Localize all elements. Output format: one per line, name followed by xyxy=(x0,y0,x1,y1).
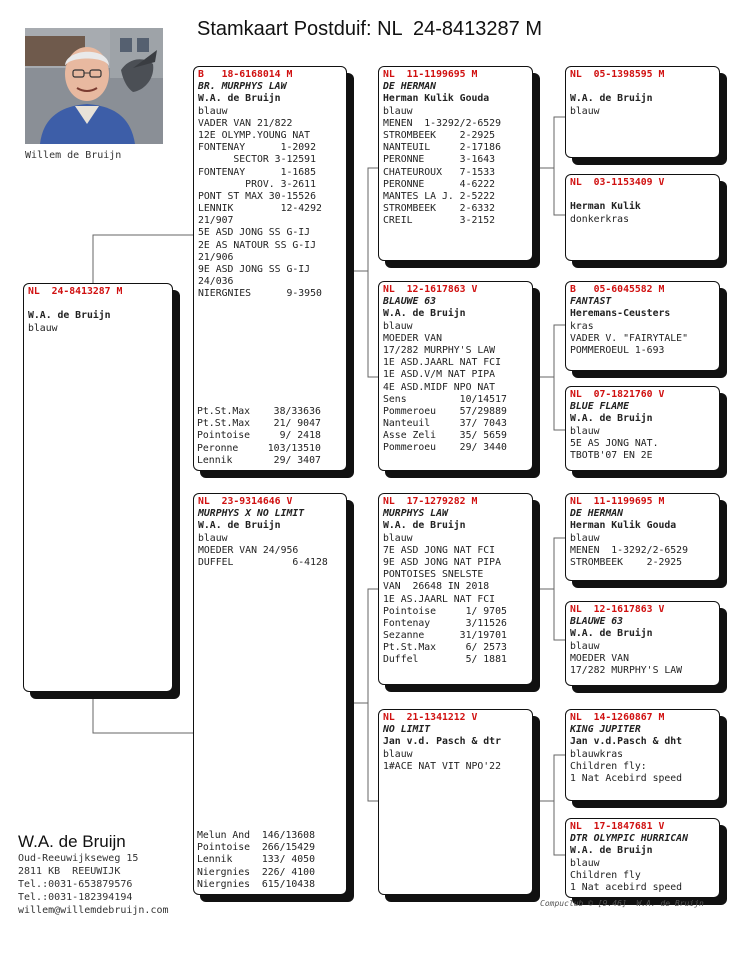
pigeon-name xyxy=(570,81,715,93)
ring-number: NL 11-1199695 M xyxy=(570,496,665,507)
result: Peronne 103/13510 xyxy=(197,442,321,454)
pigeon-name: FANTAST xyxy=(570,296,612,308)
owner: W.A. de Bruijn xyxy=(198,93,281,105)
owner: W.A. de Bruijn xyxy=(570,413,653,425)
note: blauwkras xyxy=(570,748,624,760)
note: blauw xyxy=(570,857,600,869)
note: 1E ASD.JAARL NAT FCI xyxy=(383,357,501,369)
owner: W.A. de Bruijn xyxy=(383,520,466,532)
note: VADER V. "FAIRYTALE" xyxy=(570,332,688,344)
note: 1E ASD.V/M NAT PIPA xyxy=(383,369,496,381)
note: blauw xyxy=(570,532,600,544)
result: Niergnies 615/10438 xyxy=(197,878,315,890)
note: 1 Nat Acebird speed xyxy=(570,772,683,784)
note: CHATEUROUX 7-1533 xyxy=(383,166,496,178)
note: MENEN 1-3292/2-6529 xyxy=(383,117,501,129)
note: 17/282 MURPHY'S LAW xyxy=(570,664,683,676)
breeder-phone: Tel.:0031-653879576 xyxy=(18,879,133,890)
ring-number: NL 23-9314646 V xyxy=(198,496,293,507)
pigeon-card-sire-sire[interactable] xyxy=(378,66,533,261)
owner: Jan v.d.Pasch & dht xyxy=(570,736,683,748)
note: Pt.St.Max 6/ 2573 xyxy=(383,642,507,654)
note: FONTENAY 1-2092 xyxy=(198,142,316,154)
pigeon-card-dd-sire[interactable] xyxy=(565,709,720,801)
ring-number: NL 14-1260867 M xyxy=(570,712,665,723)
note: blauw xyxy=(570,640,600,652)
pigeon-card-dam[interactable] xyxy=(193,493,347,895)
pigeon-name: BLAUWE 63 xyxy=(570,616,624,628)
note: blauw xyxy=(570,105,600,117)
breeder-photo xyxy=(25,28,163,144)
pigeon-name: DE HERMAN xyxy=(570,508,624,520)
ring-number: NL 17-1847681 V xyxy=(570,821,665,832)
ring-number: NL 12-1617863 V xyxy=(570,604,665,615)
note: Nanteuil 37/ 7043 xyxy=(383,418,507,430)
note: 17/282 MURPHY'S LAW xyxy=(383,344,496,356)
pigeon-card-sire[interactable] xyxy=(193,66,347,471)
note: Children fly: xyxy=(570,760,647,772)
ring-number: NL 03-1153409 V xyxy=(570,177,665,188)
breeder-phone: Tel.:0031-182394194 xyxy=(18,892,133,903)
color: blauw xyxy=(28,322,58,334)
result: Pt.St.Max 21/ 9047 xyxy=(197,418,321,430)
note: Pointoise 1/ 9705 xyxy=(383,605,507,617)
note: VADER VAN 21/822 xyxy=(198,117,293,129)
note: 21/907 xyxy=(198,215,234,227)
note: 5E AS JONG NAT. xyxy=(570,437,659,449)
note: LENNIK 12-4292 xyxy=(198,203,322,215)
pigeon-name: BLAUWE 63 xyxy=(383,296,437,308)
note: 9E ASD JONG SS G-IJ xyxy=(198,264,311,275)
result: Niergnies 226/ 4100 xyxy=(197,866,315,878)
note: Sezanne 31/19701 xyxy=(383,630,507,642)
owner: Jan v.d. Pasch & dtr xyxy=(383,736,501,748)
note: 12E OLYMP.YOUNG NAT xyxy=(198,129,311,141)
owner: Herman Kulik Gouda xyxy=(383,93,490,105)
note: 1E AS.JAARL NAT FCI xyxy=(383,593,496,605)
note: TBOTB'07 EN 2E xyxy=(570,449,653,461)
note: blauw xyxy=(198,105,228,117)
ring-number: NL 24-8413287 M xyxy=(28,286,123,297)
result: Pt.St.Max 38/33636 xyxy=(197,406,321,418)
ring-number: B 18-6168014 M xyxy=(198,69,293,80)
pigeon-card-ds-dam[interactable] xyxy=(565,601,720,686)
pigeon-card-sd-sire[interactable] xyxy=(565,281,720,371)
note: Duffel 5/ 1881 xyxy=(383,654,507,666)
results xyxy=(197,406,343,467)
note: DUFFEL 6-4128 xyxy=(198,556,328,568)
pigeon-card-dd-dam[interactable] xyxy=(565,818,720,898)
result: Pointoise 266/15429 xyxy=(197,842,315,854)
pigeon-card-sire-dam[interactable] xyxy=(378,281,533,471)
note: NIERGNIES 9-3950 xyxy=(198,288,322,300)
results xyxy=(197,830,343,891)
note: MOEDER VAN 24/956 xyxy=(198,544,299,556)
note: STROMBEEK 2-6332 xyxy=(383,203,496,215)
owner: W.A. de Bruijn xyxy=(570,845,653,857)
note: blauw xyxy=(198,532,228,544)
note: PONTOISES SNELSTE xyxy=(383,569,484,581)
owner: W.A. de Bruijn xyxy=(28,310,111,322)
note: 5E ASD JONG SS G-IJ xyxy=(198,227,311,239)
result: Lennik 29/ 3407 xyxy=(197,454,321,466)
owner: Herman Kulik Gouda xyxy=(570,520,677,532)
ring-number: B 05-6045582 M xyxy=(570,284,665,295)
breeder-city: 2811 KB REEUWIJK xyxy=(18,866,121,877)
note: PERONNE 4-6222 xyxy=(383,178,496,190)
note: MOEDER VAN xyxy=(383,332,442,344)
note: 1 Nat acebird speed xyxy=(570,881,683,893)
result: Lennik 133/ 4050 xyxy=(197,854,315,866)
note: 7E ASD JONG NAT FCI xyxy=(383,544,496,556)
ring-number: NL 12-1617863 V xyxy=(383,284,478,295)
note: Sens 10/14517 xyxy=(383,393,507,405)
note: CREIL 3-2152 xyxy=(383,215,496,227)
pigeon-card-sd-dam[interactable] xyxy=(565,386,720,471)
note: PROV. 3-2611 xyxy=(198,178,316,190)
note: NANTEUIL 2-17186 xyxy=(383,142,501,154)
note: 21/906 xyxy=(198,251,234,263)
ring-number: NL 05-1398595 M xyxy=(570,69,665,80)
note: Fontenay 3/11526 xyxy=(383,617,507,629)
ring-number: NL 07-1821760 V xyxy=(570,389,665,400)
note: blauw xyxy=(383,320,413,332)
photo-caption: Willem de Bruijn xyxy=(25,150,122,161)
note: Asse Zeli 35/ 5659 xyxy=(383,430,507,442)
pigeon-card-dam-dam[interactable] xyxy=(378,709,533,895)
note: 9E ASD JONG NAT PIPA xyxy=(383,556,501,568)
pigeon-name xyxy=(570,189,715,201)
breeder-address: Oud-Reeuwijkseweg 15 xyxy=(18,853,139,864)
note: 2E AS NATOUR SS G-IJ xyxy=(198,239,316,251)
note: FONTENAY 1-1685 xyxy=(198,166,316,178)
pigeon-name: DE HERMAN xyxy=(383,81,437,93)
note: PONT ST MAX 30-15526 xyxy=(198,190,316,202)
note: 24/036 xyxy=(198,276,234,288)
owner: Heremans-Ceusters xyxy=(570,308,671,320)
note: Pommeroeu 29/ 3440 xyxy=(383,442,507,454)
page-title: Stamkaart Postduif: NL 24-8413287 M xyxy=(197,18,542,40)
ring-number: NL 21-1341212 V xyxy=(383,712,478,723)
pigeon-name: DTR OLYMPIC HURRICAN xyxy=(570,833,688,845)
breeder-name: W.A. de Bruijn xyxy=(18,832,126,851)
result: Pointoise 9/ 2418 xyxy=(197,430,321,442)
note: 4E ASD.MIDF NPO NAT xyxy=(383,381,496,393)
owner: W.A. de Bruijn xyxy=(570,93,653,105)
pigeon-card-ss-dam[interactable] xyxy=(565,174,720,261)
note: blauw xyxy=(570,425,600,437)
pigeon-name: KING JUPITER xyxy=(570,724,641,736)
note: VAN 26648 IN 2018 xyxy=(383,581,490,593)
pigeon-card-ss-sire[interactable] xyxy=(565,66,720,158)
note: Children fly xyxy=(570,869,641,881)
pigeon-name: MURPHYS LAW xyxy=(383,508,448,520)
note: 1#ACE NAT VIT NPO'22 xyxy=(383,760,501,772)
note: MANTES LA J. 2-5222 xyxy=(383,190,496,202)
note: SECTOR 3-12591 xyxy=(198,154,316,166)
note: MENEN 1-3292/2-6529 xyxy=(570,544,688,556)
note: MOEDER VAN xyxy=(570,652,629,664)
note: PERONNE 3-1643 xyxy=(383,154,496,166)
note: STROMBEEK 2-2925 xyxy=(383,129,496,141)
note: blauw xyxy=(383,105,413,117)
note: donkerkras xyxy=(570,213,629,225)
breeder-info xyxy=(18,832,169,917)
pigeon-name: NO LIMIT xyxy=(383,724,431,736)
ring-number: NL 17-1279282 M xyxy=(383,496,478,507)
note: Pommeroeu 57/29889 xyxy=(383,405,507,417)
software-credit: Compuclub © [9.46] W.A. de Bruijn xyxy=(540,899,704,908)
breeder-email[interactable]: willem@willemdebruijn.com xyxy=(18,905,169,916)
ring-number: NL 11-1199695 M xyxy=(383,69,478,80)
pigeon-name: BLUE FLAME xyxy=(570,401,629,413)
pigeon-name: MURPHYS X NO LIMIT xyxy=(198,508,305,520)
pigeon-card-dam-sire[interactable] xyxy=(378,493,533,685)
owner: Herman Kulik xyxy=(570,201,641,213)
pigeon-name: BR. MURPHYS LAW xyxy=(198,81,287,93)
note: blauw xyxy=(383,748,413,760)
owner: W.A. de Bruijn xyxy=(570,628,653,640)
owner: W.A. de Bruijn xyxy=(198,520,281,532)
note: kras xyxy=(570,320,594,332)
note: blauw xyxy=(383,532,413,544)
owner: W.A. de Bruijn xyxy=(383,308,466,320)
pigeon-card-subject[interactable] xyxy=(23,283,173,692)
note: POMMEROEUL 1-693 xyxy=(570,344,665,356)
pigeon-card-ds-sire[interactable] xyxy=(565,493,720,581)
result: Melun And 146/13608 xyxy=(197,830,315,842)
note: STROMBEEK 2-2925 xyxy=(570,556,683,568)
